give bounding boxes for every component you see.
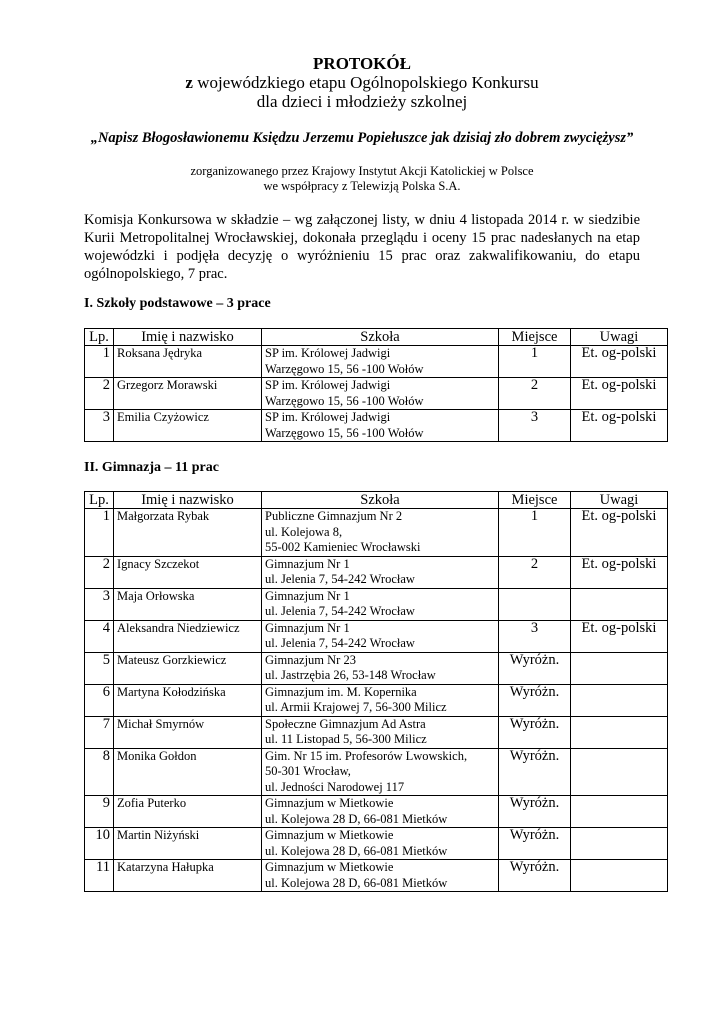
school-line: Publiczne Gimnazjum Nr 2 [265, 509, 403, 523]
school-line: ul. Jelenia 7, 54-242 Wrocław [265, 572, 415, 586]
student-name: Grzegorz Morawski [114, 378, 262, 410]
place-cell: Wyróżn. [499, 796, 571, 828]
table-row [85, 716, 668, 748]
row-number: 2 [85, 378, 114, 410]
school-line: ul. 11 Listopad 5, 56-300 Milicz [265, 732, 427, 746]
notes-cell: Et. og-polski [571, 556, 668, 588]
student-name: Katarzyna Hałupka [114, 860, 262, 892]
table-row [85, 684, 668, 716]
school-address [262, 410, 499, 442]
school-address [262, 828, 499, 860]
notes-cell [571, 652, 668, 684]
school-address [262, 588, 499, 620]
school-line: 50-301 Wrocław, [265, 764, 351, 778]
school-line: SP im. Królowej Jadwigi [265, 346, 391, 360]
column-header-notes: Uwagi [571, 492, 668, 509]
place-cell: 2 [499, 378, 571, 410]
notes-cell [571, 588, 668, 620]
organizer-line-2: we współpracy z Telewizją Polska S.A. [263, 179, 461, 193]
school-line: ul. Jedności Narodowej 117 [265, 779, 405, 794]
table-row [85, 652, 668, 684]
column-header-notes: Uwagi [571, 329, 668, 346]
table-body [85, 509, 668, 892]
table-row [85, 796, 668, 828]
school-line: Gimnazjum Nr 23 [265, 652, 356, 667]
table-row [85, 588, 668, 620]
student-name: Michał Smyrnów [114, 716, 262, 748]
school-line: Gim. Nr 15 im. Profesorów Lwowskich, [265, 748, 468, 763]
place-cell: 2 [499, 556, 571, 588]
place-cell: Wyróżn. [499, 748, 571, 796]
column-header-name: Imię i nazwisko [114, 492, 262, 509]
notes-cell: Et. og-polski [571, 509, 668, 557]
notes-cell [571, 748, 668, 796]
place-cell: 1 [499, 509, 571, 557]
row-number: 1 [85, 346, 114, 378]
notes-cell [571, 716, 668, 748]
place-cell: Wyróżn. [499, 716, 571, 748]
table-row [85, 509, 668, 557]
school-line: SP im. Królowej Jadwigi [265, 410, 391, 424]
notes-cell: Et. og-polski [571, 410, 668, 442]
school-line: Warzęgowo 15, 56 -100 Wołów [265, 361, 424, 376]
place-cell: Wyróżn. [499, 652, 571, 684]
place-cell [499, 588, 571, 620]
table-row [85, 860, 668, 892]
table-header-row [85, 329, 668, 346]
place-cell: 3 [499, 410, 571, 442]
school-line: Społeczne Gimnazjum Ad Astra [265, 716, 426, 731]
row-number: 11 [85, 860, 114, 892]
row-number: 10 [85, 828, 114, 860]
table-header-row [85, 492, 668, 509]
school-line: ul. Kolejowa 28 D, 66-081 Mietków [265, 875, 448, 890]
school-address [262, 748, 499, 796]
student-name: Małgorzata Rybak [114, 509, 262, 557]
place-cell: 3 [499, 620, 571, 652]
table-row [85, 748, 668, 796]
school-line: Warzęgowo 15, 56 -100 Wołów [265, 425, 424, 440]
title-line-1-rest: wojewódzkiego etapu Ogólnopolskiego Konkursu [192, 73, 539, 92]
column-header-lp: Lp. [85, 492, 114, 509]
notes-cell [571, 828, 668, 860]
school-address [262, 509, 499, 557]
school-address [262, 716, 499, 748]
place-cell: 1 [499, 346, 571, 378]
column-header-school: Szkoła [262, 329, 499, 346]
row-number: 3 [85, 588, 114, 620]
school-line: Gimnazjum w Mietkowie [265, 828, 394, 842]
column-header-place: Miejsce [499, 329, 571, 346]
school-line: ul. Armii Krajowej 7, 56-300 Milicz [265, 700, 447, 714]
contest-motto: „Napisz Błogosławionemu Księdzu Jerzemu Popiełuszce jak dzisiaj zło dobrem zwyciężysz” [90, 130, 634, 146]
section-2-title: II. Gimnazja – 11 prac [84, 460, 219, 475]
student-name: Zofia Puterko [114, 796, 262, 828]
column-header-place: Miejsce [499, 492, 571, 509]
school-line: ul. Jelenia 7, 54-242 Wrocław [265, 604, 415, 618]
table-row [85, 378, 668, 410]
table-row [85, 828, 668, 860]
place-cell: Wyróżn. [499, 860, 571, 892]
row-number: 2 [85, 556, 114, 588]
school-address [262, 860, 499, 892]
school-line: ul. Jelenia 7, 54-242 Wrocław [265, 636, 415, 650]
place-cell: Wyróżn. [499, 684, 571, 716]
title-line-1 [0, 73, 724, 92]
document-title: PROTOKÓŁ [313, 54, 411, 73]
organizer-line-1: zorganizowanego przez Krajowy Instytut Akcji Katolickiej w Polsce [190, 164, 534, 178]
student-name: Maja Orłowska [114, 588, 262, 620]
intro-paragraph: Komisja Konkursowa w składzie – wg załączonej listy, w dniu 4 listopada 2014 r. w siedzibie Kurii Metropolitalnej Wrocławskiej, dokonała przeglądu i oceny 15 prac nadesłanych na etap wojewódzki i podjęła decyzję o wyróżnieniu 15 prac oraz zakwalifikowaniu, do etapu ogólnopolskiego, 7 prac. [84, 212, 640, 282]
school-line: Gimnazjum w Mietkowie [265, 796, 394, 810]
section-1-title: I. Szkoły podstawowe – 3 prace [84, 296, 271, 311]
notes-cell: Et. og-polski [571, 378, 668, 410]
row-number: 8 [85, 748, 114, 796]
school-line: ul. Kolejowa 8, [265, 524, 343, 539]
title-line-2: dla dzieci i młodzieży szkolnej [256, 92, 468, 111]
column-header-school: Szkoła [262, 492, 499, 509]
school-line: ul. Jastrzębia 26, 53-148 Wrocław [265, 668, 436, 682]
school-line: SP im. Królowej Jadwigi [265, 378, 391, 392]
row-number: 1 [85, 509, 114, 557]
table-body [85, 346, 668, 442]
row-number: 5 [85, 652, 114, 684]
notes-cell [571, 684, 668, 716]
school-address [262, 620, 499, 652]
school-line: ul. Kolejowa 28 D, 66-081 Mietków [265, 843, 448, 858]
notes-cell: Et. og-polski [571, 620, 668, 652]
school-line: ul. Kolejowa 28 D, 66-081 Mietków [265, 811, 448, 826]
school-address [262, 556, 499, 588]
notes-cell [571, 860, 668, 892]
school-address [262, 652, 499, 684]
school-line: Gimnazjum im. M. Kopernika [265, 684, 417, 699]
notes-cell: Et. og-polski [571, 346, 668, 378]
school-address [262, 378, 499, 410]
notes-cell [571, 796, 668, 828]
column-header-lp: Lp. [85, 329, 114, 346]
primary-schools-table [84, 328, 668, 442]
school-line: Gimnazjum Nr 1 [265, 556, 350, 571]
table-row [85, 556, 668, 588]
student-name: Mateusz Gorzkiewicz [114, 652, 262, 684]
row-number: 3 [85, 410, 114, 442]
student-name: Martyna Kołodzińska [114, 684, 262, 716]
school-line: 55-002 Kamieniec Wrocławski [265, 540, 421, 554]
table-row [85, 410, 668, 442]
row-number: 7 [85, 716, 114, 748]
table-row [85, 346, 668, 378]
student-name: Roksana Jędryka [114, 346, 262, 378]
school-address [262, 796, 499, 828]
row-number: 4 [85, 620, 114, 652]
middle-schools-table [84, 491, 668, 892]
row-number: 6 [85, 684, 114, 716]
school-line: Gimnazjum Nr 1 [265, 620, 350, 635]
place-cell: Wyróżn. [499, 828, 571, 860]
school-address [262, 684, 499, 716]
school-line: Warzęgowo 15, 56 -100 Wołów [265, 393, 424, 408]
student-name: Emilia Czyżowicz [114, 410, 262, 442]
table-row [85, 620, 668, 652]
school-address [262, 346, 499, 378]
student-name: Ignacy Szczekot [114, 556, 262, 588]
student-name: Aleksandra Niedziewicz [114, 620, 262, 652]
student-name: Monika Gołdon [114, 748, 262, 796]
student-name: Martin Niżyński [114, 828, 262, 860]
school-line: Gimnazjum Nr 1 [265, 588, 350, 603]
column-header-name: Imię i nazwisko [114, 329, 262, 346]
title-line-1-bold: z [185, 73, 193, 92]
school-line: Gimnazjum w Mietkowie [265, 860, 394, 874]
row-number: 9 [85, 796, 114, 828]
